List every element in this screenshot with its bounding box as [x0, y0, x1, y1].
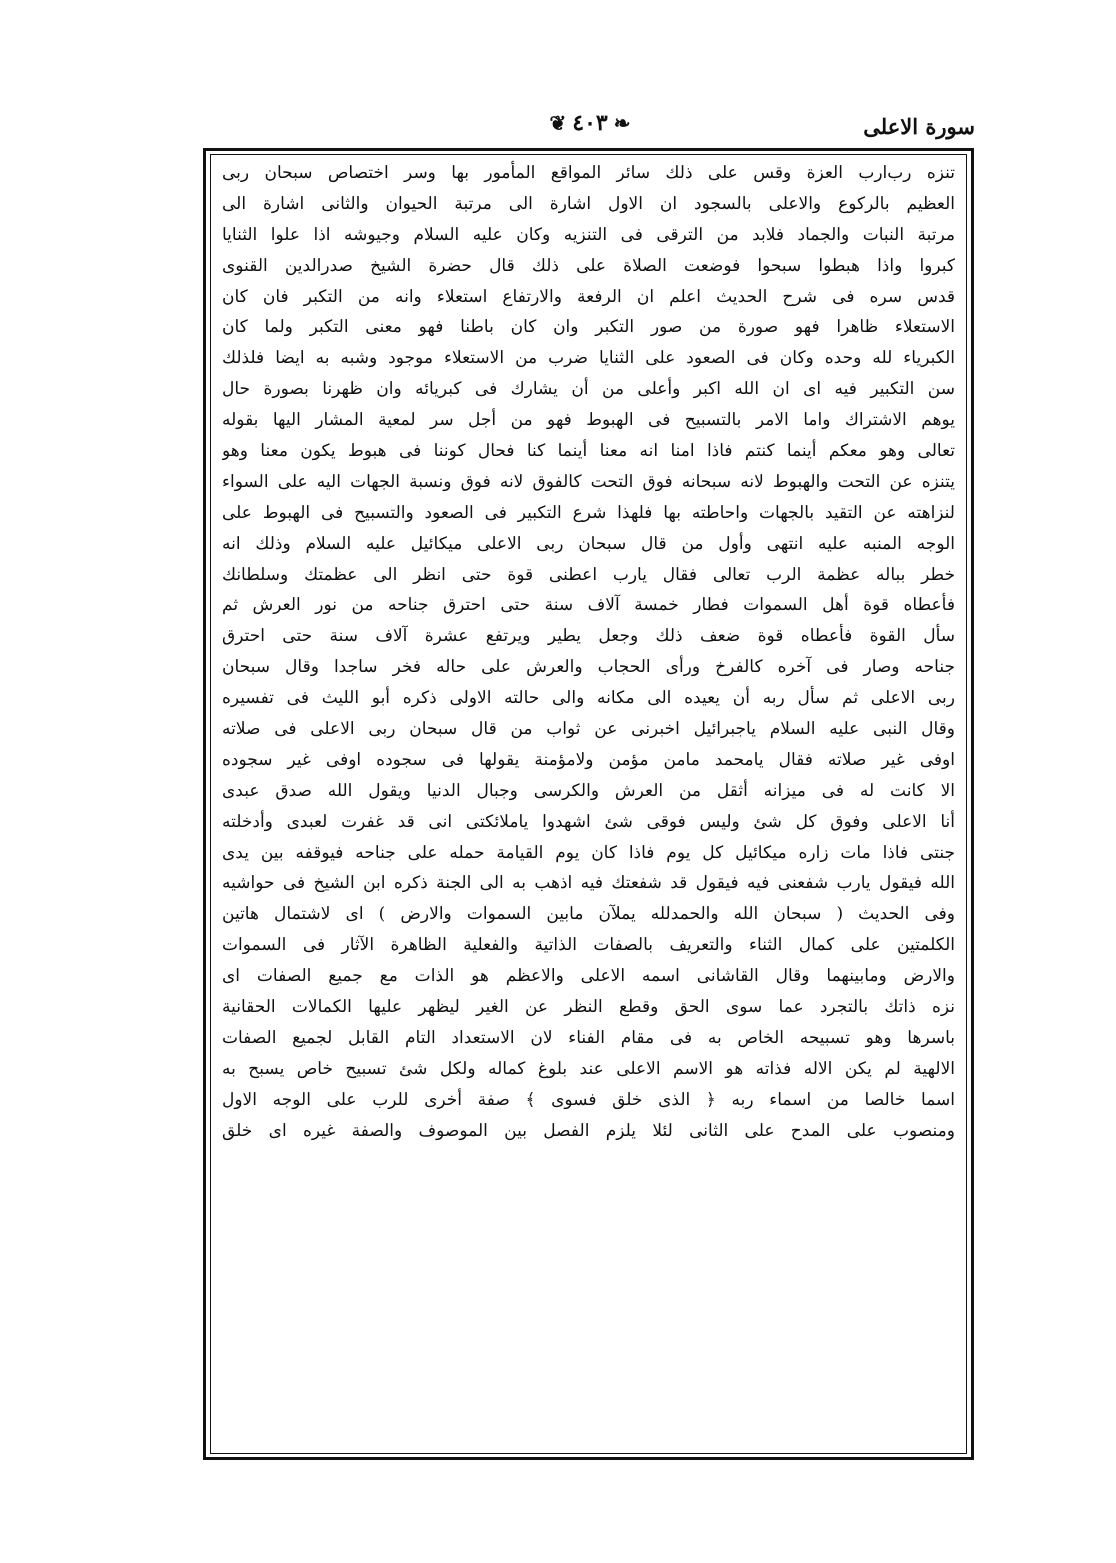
text-line: خطر بباله عظمة الرب تعالى فقال يارب اعطنى قوة حتى انظر الى عظمتك وسلطانك: [222, 564, 955, 585]
page-number-group: [544, 110, 637, 136]
text-line: اسما خالصا من اسماء ربه ﴿ الذى خلق فسوى ﴾ صفة أخرى للرب على الوجه الاول: [222, 1089, 955, 1110]
text-line: الاستعلاء ظاهرا فهو صورة من صور التكبر وان كان باطنا فهو معنى التكبر ولما كان: [222, 317, 955, 338]
text-line: جنتى فاذا مات زاره ميكائيل كل يوم فاذا كان يوم القيامة حمله على جناحه فيوقفه بين يدى: [222, 842, 955, 863]
text-line: لنزاهته عن التقيد بالجهات واحاطته بها فلهذا شرع التكبير فى الصعود والتسبيح فى الهبوط على: [222, 502, 955, 523]
text-line: وفى الحديث ( سبحان الله والحمدلله يملآن مابين السموات والارض ) اى لاشتمال هاتين: [222, 904, 955, 925]
text-line: مرتبة النبات والجماد فلابد من الترقى فى التنزيه وكان عليه السلام وجيوشه اذا علوا الثنايا: [222, 224, 955, 245]
text-line: الالهية لم يكن الاله فذاته هو الاسم الاعلى عند بلوغ كماله ولكل شئ تسبيح خاص يسبح به: [222, 1058, 955, 1079]
text-line: جناحه وصار فى آخره كالفرخ ورأى الحجاب والعرش على حاله فخر ساجدا وقال سبحان: [222, 657, 955, 678]
surah-title: سورة الاعلى: [863, 114, 975, 139]
text-line: اوفى غير صلاته فقال يامحمد مامن مؤمن ولامؤمنة يقولها فى سجوده اوفى غير سجوده: [222, 749, 955, 770]
body-text: [222, 158, 955, 1147]
text-line: الله فيقول يارب شفعنى فيه فيقول قد شفعتك فيه اذهب به الى الجنة ذكره ابن الشيخ فى حواشيه: [222, 873, 955, 894]
ornament-left-icon: ❦: [549, 111, 567, 135]
text-line: وقال النبى عليه السلام ياجبرائيل اخبرنى عن ثواب من قال سبحان ربى الاعلى فى صلاته: [222, 719, 955, 740]
text-line: العظيم بالركوع والاعلى بالسجود ان الاول اشارة الى مرتبة الحيوان والثانى اشارة الى: [222, 193, 955, 214]
text-line: ومنصوب على المدح على الثانى لئلا يلزم الفصل بين الموصوف والصفة غيره اى خلق: [222, 1120, 955, 1141]
ornament-right-icon: ❧: [613, 111, 631, 135]
text-line: أنا الاعلى وفوق كل شئ وليس فوقى شئ اشهدوا ياملائكتى انى قد غفرت لعبدى وأدخلته: [222, 811, 955, 832]
text-line: يتنزه عن التحت والهبوط لانه سبحانه فوق التحت كالفوق لانه فوق ونسبة الجهات اليه على السواء: [222, 471, 955, 492]
page-number: ٤٠٣: [572, 110, 608, 136]
text-line: الكبرياء لله وحده وكان فى الصعود على الثنايا ضرب من الاستعلاء موجود وشبه به ايضا فلذلك: [222, 348, 955, 369]
text-line: ربى الاعلى ثم سأل ربه أن يعيده الى مكانه والى حالته الاولى ذكره أبو الليث فى تفسيره: [222, 688, 955, 709]
text-line: يوهم الاشتراك واما الامر بالتسبيح فى الهبوط فهو من أجل سر لمعية المشار اليها بقوله: [222, 410, 955, 431]
text-line: الكلمتين على كمال الثناء والتعريف بالصفات الذاتية والفعلية الظاهرة الآثار فى السموات: [222, 935, 955, 956]
text-line: تنزه رب‌ارب العزة وقس على ذلك سائر المواقع المأمور بها وسر اختصاص سبحان ربى: [222, 163, 955, 183]
text-line: نزه ذاتك بالتجرد عما سوى الحق وقطع النظر عن الغير ليظهر عليها الكمالات الحقانية: [222, 997, 955, 1018]
text-line: كبروا واذا هبطوا سبحوا فوضعت الصلاة على ذلك قال حضرة الشيخ صدرالدين القنوى: [222, 255, 955, 276]
text-line: الا كانت له فى ميزانه أثقل من العرش والكرسى وجبال الدنيا ويقول الله صدق عبدى: [222, 780, 955, 801]
page-header: [205, 108, 975, 144]
text-line: سأل القوة فأعطاه قوة ضعف ذلك وجعل يطير ويرتفع عشرة آلاف سنة حتى احترق: [222, 626, 955, 647]
text-line: باسرها وهو تسبيحه الخاص به فى مقام الفناء لان الاستعداد التام القابل لجميع الصفات: [222, 1027, 955, 1048]
text-line: قدس سره فى شرح الحديث اعلم ان الرفعة والارتفاع استعلاء وانه من التكبر فان كان: [222, 286, 955, 307]
text-line: والارض ومابينهما وقال القاشانى اسمه الاعلى والاعظم هو الذات مع جميع الصفات اى: [222, 966, 955, 987]
text-line: الوجه المنبه عليه انتهى وأول من قال سبحان ربى الاعلى ميكائيل عليه السلام وذلك انه: [222, 533, 955, 554]
text-line: تعالى وهو معكم أينما كنتم فاذا امنا انه معنا أينما كنا فحال كوننا فى هبوط يكون معنا وهو: [222, 441, 955, 462]
text-line: سن التكبير فيه اى ان الله اكبر وأعلى من أن يشارك فى كبريائه وان ظهرنا بصورة حال: [222, 379, 955, 400]
text-line: فأعطاه قوة أهل السموات فطار خمسة آلاف سنة حتى احترق جناحه من نور العرش ثم: [222, 595, 955, 616]
